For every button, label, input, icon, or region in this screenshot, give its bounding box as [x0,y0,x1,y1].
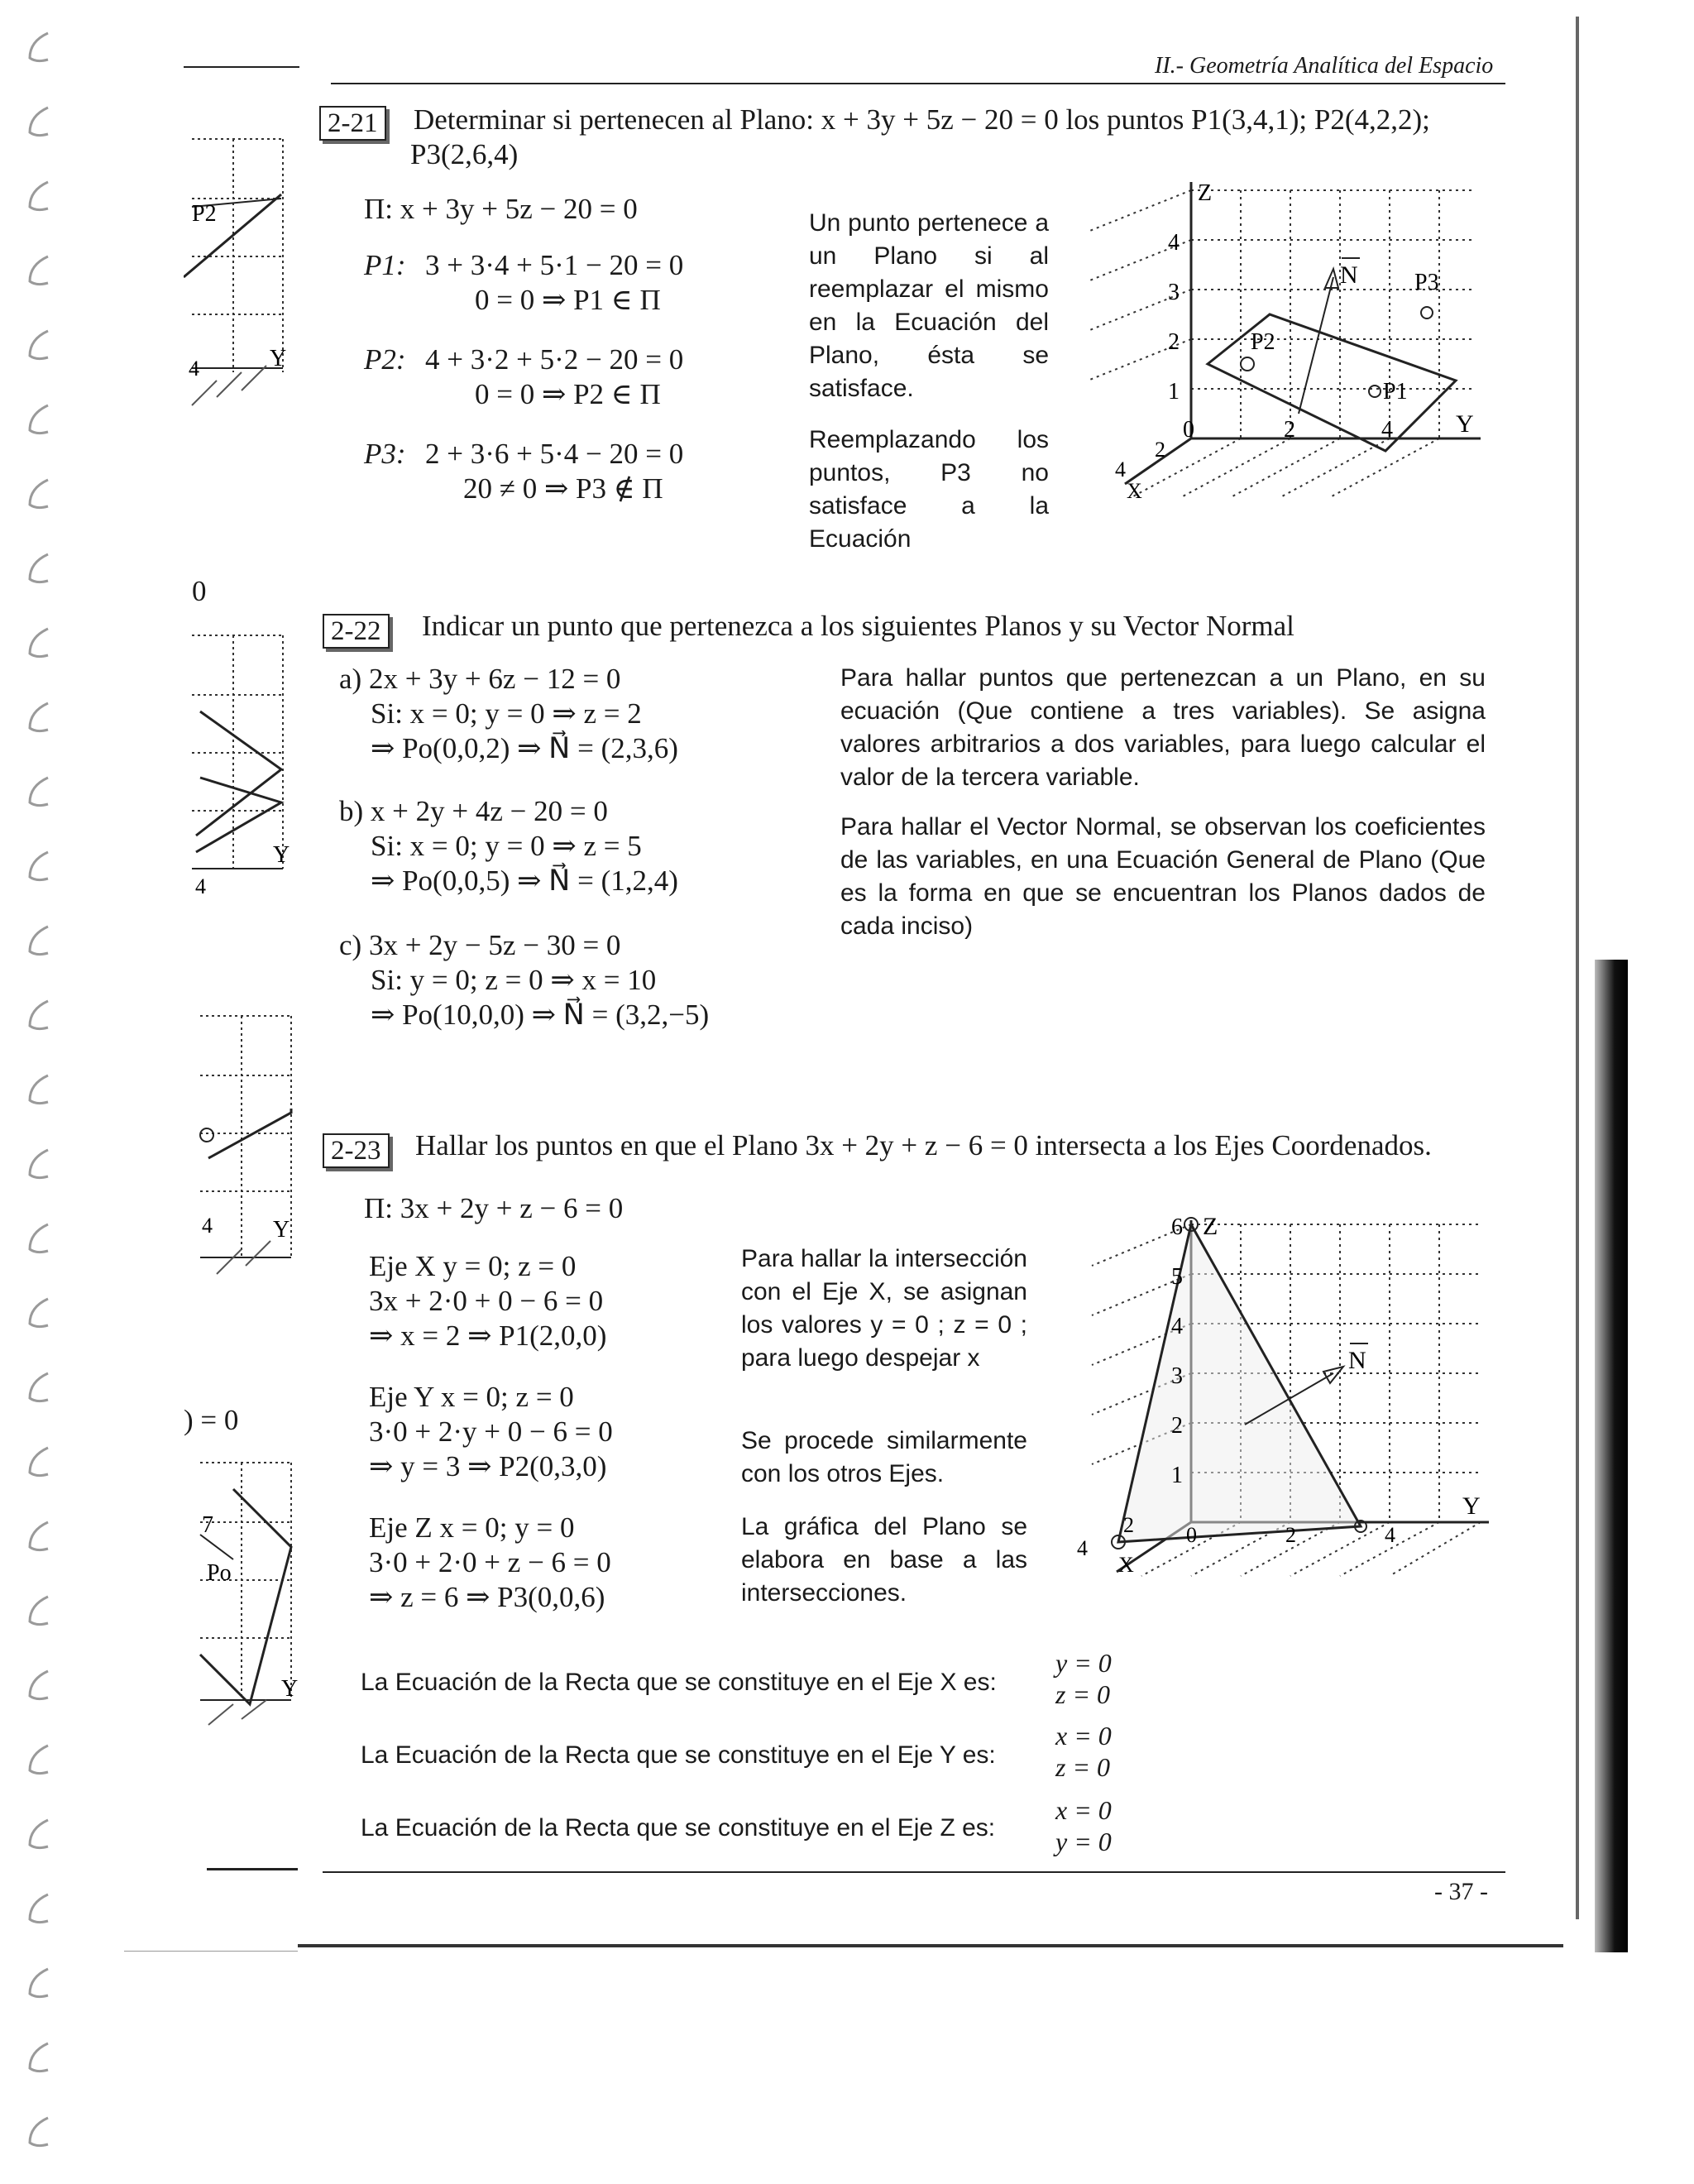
problem-number-2-23: 2-23 [323,1133,390,1168]
p23-z-tick-6: 6 [1171,1214,1183,1240]
p23-note-similar: Se procede similarmente con los otros Ejes. [741,1427,1027,1487]
p23-line-y-eq1: x = 0 [1055,1721,1112,1751]
p21-point-p3: P3 [1414,270,1439,295]
p23-note-graph: La gráfica del Plano se elabora en base a las intersecciones. [741,1513,1027,1607]
p23-z-tick-4: 4 [1171,1314,1183,1339]
margin-figure-3 [184,1009,299,1282]
binder-holes [0,0,74,2184]
header-rule [331,83,1505,84]
p23-line-z-eq1: x = 0 [1055,1795,1112,1825]
p23-x-result: ⇒ x = 2 ⇒ P1(2,0,0) [369,1320,607,1352]
p21-y-tick-4: 4 [1381,417,1393,443]
header-rule-left [184,66,299,68]
p23-z-tick-2: 2 [1171,1413,1183,1439]
p23-x-substitution: 3x + 2·0 + 0 − 6 = 0 [369,1285,604,1317]
p21-z-tick-1: 1 [1168,379,1180,405]
p22-c-result: ⇒ Po(10,0,0) ⇒ N⃗ = (3,2,−5) [371,999,710,1031]
problem-number-2-22: 2-22 [323,614,390,649]
p21-z-tick-4: 4 [1168,230,1180,256]
p21-x-tick-4: 4 [1115,457,1126,481]
p21-normal-label: N [1340,261,1358,289]
p23-axis-z: Z [1203,1213,1218,1240]
footer-rule-left [207,1868,298,1870]
margin-mark-zero: 0 [192,575,207,607]
p22-b-result: ⇒ Po(0,0,5) ⇒ N⃗ = (1,2,4) [371,864,678,897]
p23-z-tick-3: 3 [1171,1363,1183,1389]
p21-p3-line1: 2 + 3·6 + 5·4 − 20 = 0 [425,438,684,470]
p23-y-header: Eje Y x = 0; z = 0 [369,1381,574,1413]
p21-plane-figure [1075,165,1489,513]
p22-a-equation: a) 2x + 3y + 6z − 12 = 0 [339,663,621,695]
p22-note-normal: Para hallar el Vector Normal, se observan los coeficientes de las variables, en una Ecuación General de Plano (Que es la forma en que se encuentran los Planos dados de cada inciso) [840,813,1486,940]
page-edge-shadow [1576,17,1579,1919]
page-number: - 37 - [1434,1878,1488,1905]
p22-c-equation: c) 3x + 2y − 5z − 30 = 0 [339,929,621,961]
margin-fig4-y: Y [281,1676,299,1702]
margin-fig4-7: 7 [202,1512,213,1538]
p21-note-belongs: Un punto pertenece a un Plano si al reemplazar el mismo en la Ecuación del Plano, ésta se satisface. [809,209,1049,402]
p21-point-p1: P1 [1383,379,1408,405]
p23-z-result: ⇒ z = 6 ⇒ P3(0,0,6) [369,1581,605,1613]
p21-statement: Determinar si pertenecen al Plano: x + 3y + 5z − 20 = 0 los puntos P1(3,4,1); P2(4,2,2); [414,103,1430,136]
p23-line-x-text: La Ecuación de la Recta que se constituye en el Eje X es: [361,1669,997,1696]
p21-p2-label: P2: [364,343,406,376]
p22-statement: Indicar un punto que pertenezca a los siguientes Planos y su Vector Normal [422,610,1294,642]
margin-fig2-y: Y [273,842,290,868]
p23-x-tick-2: 2 [1123,1513,1134,1537]
p21-axis-y: Y [1456,410,1474,438]
p21-p3-line2: 20 ≠ 0 ⇒ P3 ∉ Π [463,472,663,505]
margin-fig2-4: 4 [195,874,206,898]
p22-c-substitution: Si: y = 0; z = 0 ⇒ x = 10 [371,964,657,996]
p23-line-y-text: La Ecuación de la Recta que se constituye en el Eje Y es: [361,1741,996,1769]
margin-figure-1 [184,132,291,414]
p21-p1-label: P1: [364,249,406,281]
p23-x-tick-4: 4 [1077,1536,1088,1560]
p23-y-substitution: 3·0 + 2·y + 0 − 6 = 0 [369,1415,613,1448]
p23-line-z-eq2: y = 0 [1055,1827,1112,1856]
p21-p1-line2: 0 = 0 ⇒ P1 ∈ Π [475,284,661,316]
p23-line-y-eq2: z = 0 [1055,1752,1111,1782]
p23-x-header: Eje X y = 0; z = 0 [369,1250,577,1282]
p23-plane-equation: Π: 3x + 2y + z − 6 = 0 [364,1192,624,1224]
p21-p3-label: P3: [364,438,406,470]
margin-fig3-4: 4 [202,1214,213,1238]
margin-figure-2 [184,629,291,902]
p21-x-tick-2: 2 [1155,438,1165,462]
p21-axis-z: Z [1198,180,1213,206]
p22-b-equation: b) x + 2y + 4z − 20 = 0 [339,795,608,827]
p21-y-tick-2: 2 [1284,417,1295,443]
p23-z-substitution: 3·0 + 2·0 + z − 6 = 0 [369,1546,611,1578]
p23-axis-x: X [1118,1553,1134,1577]
p23-axis-y: Y [1462,1492,1481,1520]
margin-fig1-4: 4 [189,357,199,381]
p21-z-tick-3: 3 [1168,280,1180,305]
page-edge-binding [1595,960,1628,1952]
footer-bottom-rule-thin [124,1951,298,1952]
margin-equation-fragment: ) = 0 [184,1404,239,1436]
p22-note-points: Para hallar puntos que pertenezcan a un Plano, en su ecuación (Que contiene a tres variables). Se asigna valores arbitrarios a dos variables, para luego calcular el valor de la tercera variable. [840,664,1486,791]
running-header: II.- Geometría Analítica del Espacio [1155,53,1494,79]
p21-z-tick-2: 2 [1168,329,1180,355]
p21-statement-cont: P3(2,6,4) [410,138,519,170]
p21-plane-equation: Π: x + 3y + 5z − 20 = 0 [364,193,638,225]
p23-y-tick-0: 0 [1186,1523,1197,1547]
p21-p1-line1: 3 + 3·4 + 5·1 − 20 = 0 [425,249,684,281]
p23-plane-figure [1067,1208,1497,1588]
p23-z-header: Eje Z x = 0; y = 0 [369,1511,575,1544]
p23-y-tick-2: 2 [1285,1523,1296,1547]
margin-figure-4 [184,1456,299,1729]
problem-number-2-21: 2-21 [319,106,386,141]
p23-line-x-eq2: z = 0 [1055,1679,1111,1709]
p21-p2-line2: 0 = 0 ⇒ P2 ∈ Π [475,378,661,410]
p21-axis-x: X [1127,479,1142,503]
p23-normal-label: N [1348,1347,1366,1374]
margin-fig4-po: Po [207,1560,232,1586]
p22-b-substitution: Si: x = 0; y = 0 ⇒ z = 5 [371,830,642,862]
p23-line-z-text: La Ecuación de la Recta que se constituye en el Eje Z es: [361,1814,996,1842]
p23-line-x-eq1: y = 0 [1055,1648,1112,1678]
p23-y-result: ⇒ y = 3 ⇒ P2(0,3,0) [369,1450,607,1482]
p23-z-tick-1: 1 [1171,1463,1183,1488]
p23-statement: Hallar los puntos en que el Plano 3x + 2y + z − 6 = 0 intersecta a los Ejes Coordenados. [415,1129,1432,1161]
margin-fig3-y: Y [273,1217,290,1243]
margin-fig1-y: Y [270,346,287,371]
footer-rule [323,1871,1505,1873]
p21-y-tick-0: 0 [1183,417,1194,443]
p22-a-substitution: Si: x = 0; y = 0 ⇒ z = 2 [371,697,642,730]
p23-y-tick-4: 4 [1385,1523,1395,1547]
footer-bottom-rule [298,1944,1563,1947]
p23-note-intersection: Para hallar la intersección con el Eje X, se asignan los valores y = 0 ; z = 0 ; para luego despejar x [741,1245,1027,1372]
p21-p2-line1: 4 + 3·2 + 5·2 − 20 = 0 [425,343,684,376]
p23-z-tick-5: 5 [1171,1264,1183,1290]
p22-a-result: ⇒ Po(0,0,2) ⇒ N⃗ = (2,3,6) [371,732,678,764]
p21-point-p2: P2 [1251,329,1275,355]
p21-note-substitution: Reemplazando los puntos, P3 no satisface a la Ecuación [809,426,1049,553]
margin-fig1-label: P2 [192,201,217,227]
